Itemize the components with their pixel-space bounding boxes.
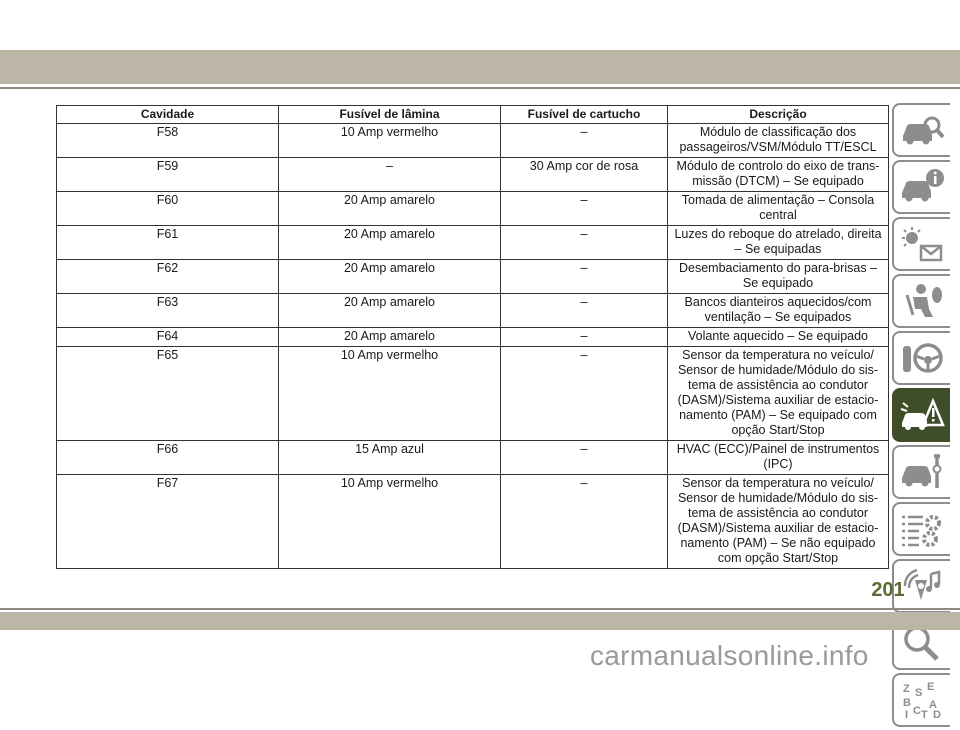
cell-cavity: F65	[57, 347, 279, 441]
svg-text:T: T	[921, 709, 928, 720]
cell-blade-fuse: 10 Amp vermelho	[279, 347, 501, 441]
cell-description: HVAC (ECC)/Painel de instrumentos (IPC)	[668, 441, 889, 475]
steering-wheel-icon	[899, 338, 945, 378]
svg-text:C: C	[913, 705, 921, 717]
header-cavity: Cavidade	[57, 106, 279, 124]
tab-getting-to-know-vehicle[interactable]	[892, 103, 950, 157]
table-row	[57, 347, 889, 441]
table-row	[57, 124, 889, 158]
table-row	[57, 294, 889, 328]
cell-cartridge-fuse: –	[501, 294, 668, 328]
cell-cartridge-fuse: –	[501, 260, 668, 294]
svg-text:Z: Z	[903, 683, 910, 695]
alphabet-index-icon	[899, 680, 945, 720]
tab-servicing-maintenance[interactable]	[892, 445, 950, 499]
header-band	[0, 50, 960, 84]
cell-description: Módulo de classificação dos passageiros/VSM/Módulo TT/ESCL	[668, 124, 889, 158]
cell-blade-fuse: –	[279, 158, 501, 192]
svg-text:I: I	[905, 709, 909, 720]
cell-description: Sensor da temperatura no veículo/ Sensor de humidade/Módulo do sis- tema de assistência ao condutor (DASM)/Sistema auxiliar de estacio- namento (PAM) – Se equipado com opção Start/Stop	[668, 347, 889, 441]
tab-starting-operating[interactable]	[892, 331, 950, 385]
svg-text:S: S	[915, 687, 923, 699]
table-row	[57, 328, 889, 347]
cell-cavity: F62	[57, 260, 279, 294]
svg-text:E: E	[927, 681, 935, 693]
table-row	[57, 260, 889, 294]
car-service-icon	[899, 452, 945, 492]
header-cartridge-fuse: Fusível de cartucho	[501, 106, 668, 124]
cell-cavity: F64	[57, 328, 279, 347]
warning-lights-icon	[899, 224, 945, 264]
car-info-icon	[899, 167, 945, 207]
cell-cavity: F67	[57, 475, 279, 569]
cell-blade-fuse: 20 Amp amarelo	[279, 226, 501, 260]
cell-blade-fuse: 20 Amp amarelo	[279, 260, 501, 294]
cell-cartridge-fuse: –	[501, 192, 668, 226]
cell-description: Volante aquecido – Se equipado	[668, 328, 889, 347]
spec-gears-icon	[899, 509, 945, 549]
cell-cartridge-fuse: –	[501, 347, 668, 441]
svg-text:B: B	[903, 697, 911, 709]
breakdown-warning-icon	[899, 395, 945, 435]
fuse-table	[56, 105, 889, 569]
header-description: Descrição	[668, 106, 889, 124]
cell-blade-fuse: 15 Amp azul	[279, 441, 501, 475]
cell-cavity: F58	[57, 124, 279, 158]
cell-cavity: F63	[57, 294, 279, 328]
cell-description: Sensor da temperatura no veículo/ Sensor de humidade/Módulo do sis- tema de assistência ao condutor (DASM)/Sistema auxiliar de estacio- namento (PAM) – Se não equipado com opção Start/Stop	[668, 475, 889, 569]
table-row	[57, 441, 889, 475]
table-row	[57, 192, 889, 226]
cell-description: Bancos dianteiros aquecidos/com ventilação – Se equipados	[668, 294, 889, 328]
cell-description: Desembaciamento do para-brisas – Se equipado	[668, 260, 889, 294]
tab-in-case-of-emergency[interactable]	[892, 388, 950, 442]
cell-cartridge-fuse: –	[501, 441, 668, 475]
table-row	[57, 158, 889, 192]
header-blade-fuse: Fusível de lâmina	[279, 106, 501, 124]
cell-cavity: F66	[57, 441, 279, 475]
footer-divider	[0, 608, 960, 610]
footer-band	[0, 612, 960, 630]
cell-cartridge-fuse: –	[501, 124, 668, 158]
svg-text:D: D	[933, 709, 941, 720]
cell-blade-fuse: 20 Amp amarelo	[279, 294, 501, 328]
tab-warning-lights[interactable]	[892, 217, 950, 271]
cell-cartridge-fuse: –	[501, 226, 668, 260]
table-row	[57, 226, 889, 260]
svg-text:A: A	[929, 699, 937, 711]
cell-blade-fuse: 20 Amp amarelo	[279, 328, 501, 347]
cell-cavity: F60	[57, 192, 279, 226]
cell-description: Tomada de alimentação – Consola central	[668, 192, 889, 226]
page-number: 201	[871, 579, 905, 601]
watermark: carmanualsonline.info	[590, 640, 869, 671]
cell-cavity: F61	[57, 226, 279, 260]
cell-cartridge-fuse: –	[501, 328, 668, 347]
cell-cartridge-fuse: –	[501, 475, 668, 569]
tab-alphabetical-index[interactable]	[892, 673, 950, 727]
header-divider	[0, 87, 960, 89]
cell-cavity: F59	[57, 158, 279, 192]
table-row	[57, 475, 889, 569]
cell-blade-fuse: 20 Amp amarelo	[279, 192, 501, 226]
tab-technical-specifications[interactable]	[892, 502, 950, 556]
cell-description: Luzes do reboque do atrelado, direita – Se equipadas	[668, 226, 889, 260]
cell-blade-fuse: 10 Amp vermelho	[279, 124, 501, 158]
car-magnifier-icon	[899, 110, 945, 150]
cell-cartridge-fuse: 30 Amp cor de rosa	[501, 158, 668, 192]
tab-safety[interactable]	[892, 274, 950, 328]
cell-description: Módulo de controlo do eixo de trans- missão (DTCM) – Se equipado	[668, 158, 889, 192]
table-header-row	[57, 106, 889, 124]
seat-airbag-icon	[899, 281, 945, 321]
tab-instrument-panel[interactable]	[892, 160, 950, 214]
chapter-tabs	[892, 103, 956, 730]
cell-blade-fuse: 10 Amp vermelho	[279, 475, 501, 569]
